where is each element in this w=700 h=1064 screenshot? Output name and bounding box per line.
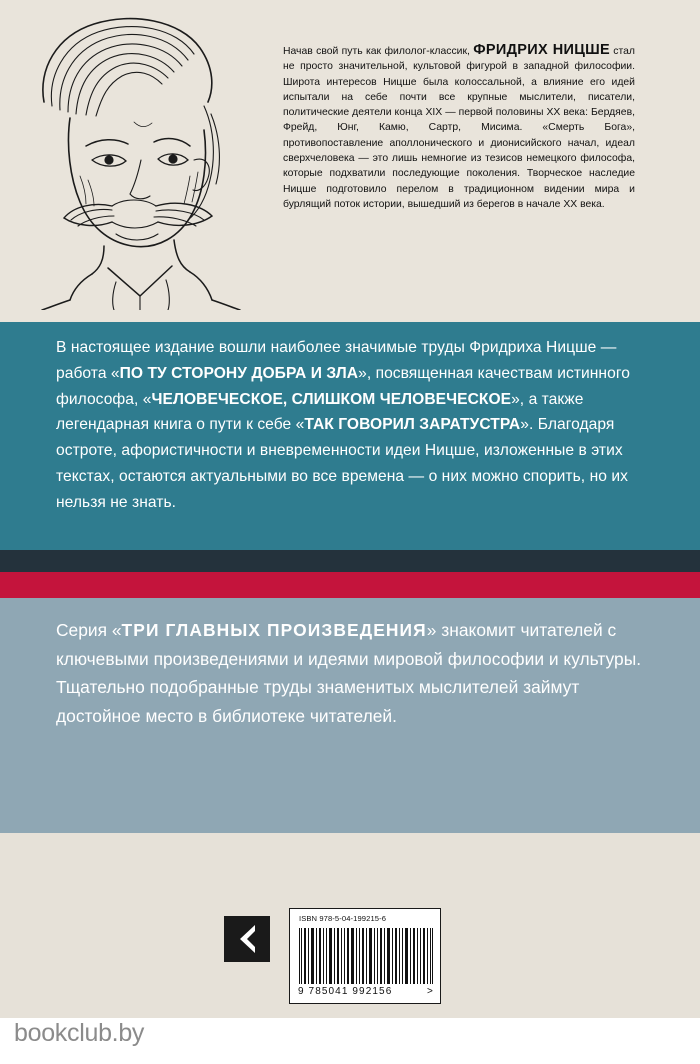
site-watermark: bookclub.by [14, 1019, 145, 1047]
barcode-digits [298, 986, 434, 997]
edition-text-1: В настоящее издание вошли наиболее значимые труды Фридриха Ницше — работа « [56, 339, 617, 382]
intro-paragraph [283, 42, 635, 212]
work-title-3: ТАК ГОВОРИЛ ЗАРАТУСТРА [304, 416, 521, 434]
edition-text-3: », а также легендарная книга о пути к себе « [56, 390, 584, 434]
eksmo-logo-icon [224, 916, 270, 962]
work-title-2: ЧЕЛОВЕЧЕСКОЕ, СЛИШКОМ ЧЕЛОВЕЧЕСКОЕ [151, 390, 512, 408]
series-suffix: » знакомит читателей с ключевыми произведениями и идеями мировой философии и культуры. Тщательно подобранные труды знаменитых мыслителей займут достойное место в библиотеке читателей. [56, 620, 642, 726]
top-section [0, 0, 700, 322]
red-divider [0, 572, 700, 598]
barcode-icon [289, 908, 441, 1004]
intro-text-pre: Начав свой путь как филолог-классик, [283, 46, 474, 57]
series-prefix: Серия « [56, 620, 122, 640]
edition-text-4: ». Благодаря остроте, афористичности и вневременности идеи Ницше, изложенные в этих текстах, остаются актуальными во все времена — о них можно спорить, но их нельзя не знать. [56, 416, 628, 511]
edition-paragraph [56, 335, 656, 516]
series-paragraph [56, 616, 656, 730]
intro-text-post: стал не просто значительной, культовой фигурой в западной философии. Широта интересов Ницше была колоссальной, а влияние его идей испытали на себе почти все крупные мыслители, писатели, политические деятели конца XIX — первой половины XX века: Бердяев, Фрейд, Юнг, Камю, Сартр, Мисима. «Смерть Бога», противопоставление аполлонического и дионисийского начал, идеал сверхчеловека — это лишь немногие из тезисов немецкого философа, которые подхватили последующие поколения. Творческое наследие Ницше подготовило перелом в традиционном видении мира и бурлящий поток истории, вышедший из берегов в начале XX века. [283, 46, 635, 210]
edition-text-2: », посвященная качествам истинного философа, « [56, 364, 630, 408]
barcode-trailing: > [427, 986, 434, 997]
barcode-bars [299, 928, 433, 984]
barcode-number: 9 785041 992156 [298, 986, 393, 997]
work-title-1: ПО ТУ СТОРОНУ ДОБРА И ЗЛА [119, 364, 359, 382]
dark-divider [0, 550, 700, 572]
series-name: ТРИ ГЛАВНЫХ ПРОИЗВЕДЕНИЯ [121, 620, 427, 640]
isbn-label: ISBN 978-5-04-199215-6 [299, 914, 387, 923]
portrait-illustration-icon [8, 10, 270, 310]
author-name: ФРИДРИХ НИЦШЕ [473, 42, 610, 58]
